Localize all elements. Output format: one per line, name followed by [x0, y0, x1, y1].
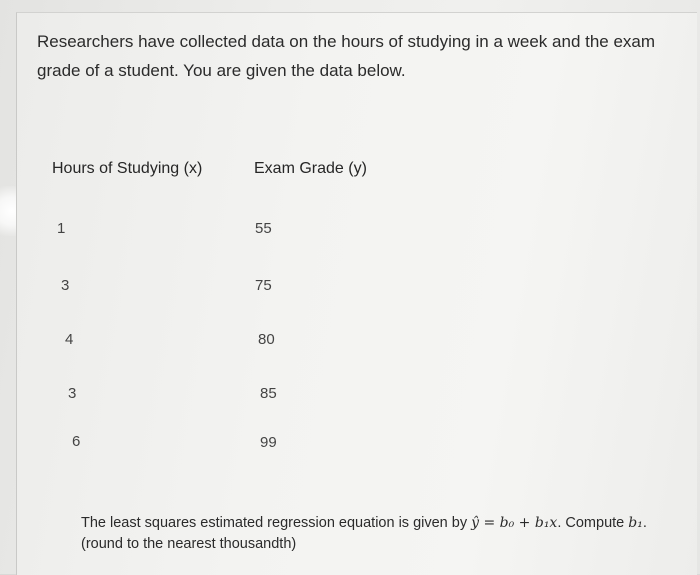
target-coefficient: b₁	[628, 515, 643, 531]
cell-hours-row-1: 1	[57, 220, 66, 237]
prompt-text-middle: . Compute	[557, 515, 629, 531]
cell-grade-row-4: 85	[260, 385, 277, 402]
cell-hours-row-3: 4	[65, 331, 74, 348]
question-card	[16, 12, 697, 575]
prompt-text-end: . (round to the nearest thousandth)	[81, 515, 647, 552]
question-intro: Researchers have collected data on the hours of studying in a week and the exam grade of a student. You are given the data below.	[37, 32, 656, 80]
column-header-grade: Exam Grade (y)	[254, 160, 367, 177]
cell-hours-row-2: 3	[61, 277, 70, 294]
cell-grade-row-5: 99	[260, 434, 277, 451]
question-prompt	[81, 513, 681, 555]
cell-grade-row-1: 55	[255, 220, 272, 237]
cell-grade-row-3: 80	[258, 331, 275, 348]
cell-hours-row-4: 3	[68, 385, 77, 402]
regression-equation: ŷ = b₀ + b₁x	[471, 515, 558, 531]
cell-grade-row-2: 75	[255, 277, 272, 294]
prompt-text-start: The least squares estimated regression equation is given by	[81, 515, 472, 531]
cell-hours-row-5: 6	[72, 433, 81, 450]
column-header-hours: Hours of Studying (x)	[52, 160, 203, 177]
